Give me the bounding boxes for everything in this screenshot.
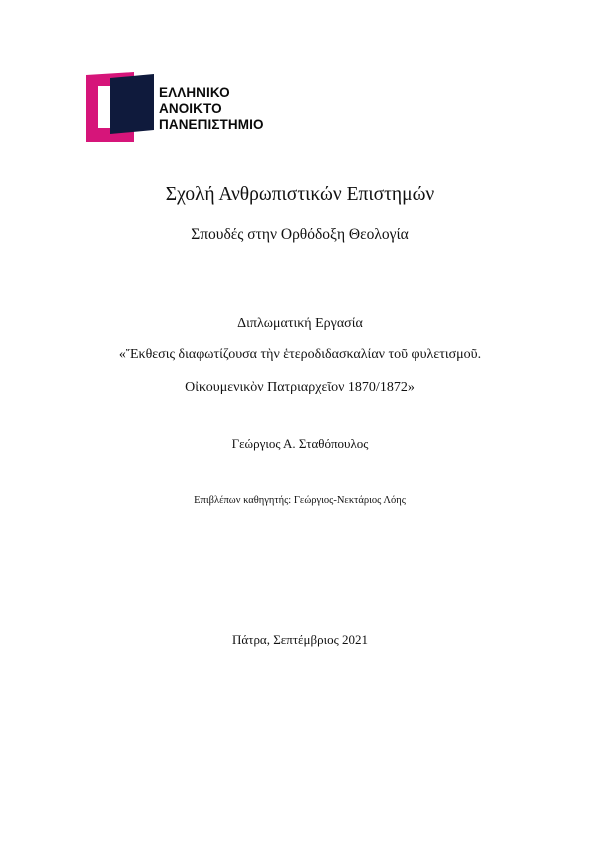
logo-line-3: ΠΑΝΕΠΙΣΤΗΜΙΟ xyxy=(159,117,264,132)
supervisor: Επιβλέπων καθηγητής: Γεώργιος-Νεκτάριος Λόης xyxy=(194,495,406,506)
thesis-type: Διπλωματική Εργασία xyxy=(237,316,363,331)
thesis-title-line-1: «Ἔκθεσις διαφωτίζουσα τὴν ἑτεροδιδασκαλίαν τοῦ φυλετισμοῦ. xyxy=(118,347,482,362)
author-name: Γεώργιος Α. Σταθόπουλος xyxy=(231,436,369,451)
eap-logo-icon xyxy=(86,72,154,144)
program-name: Σπουδές στην Ορθόδοξη Θεολογία xyxy=(191,226,409,243)
place-and-date: Πάτρα, Σεπτέμβριος 2021 xyxy=(232,632,368,647)
school-name: Σχολή Ανθρωπιστικών Επιστημών xyxy=(165,184,435,205)
logo-wordmark xyxy=(159,85,264,133)
university-logo xyxy=(86,72,286,144)
thesis-title-line-2: Οἰκουμενικὸν Πατριαρχεῖον 1870/1872» xyxy=(185,380,415,395)
logo-line-2: ΑΝΟΙΚΤΟ xyxy=(159,101,222,116)
logo-line-1: ΕΛΛΗΝΙΚΟ xyxy=(159,85,230,100)
